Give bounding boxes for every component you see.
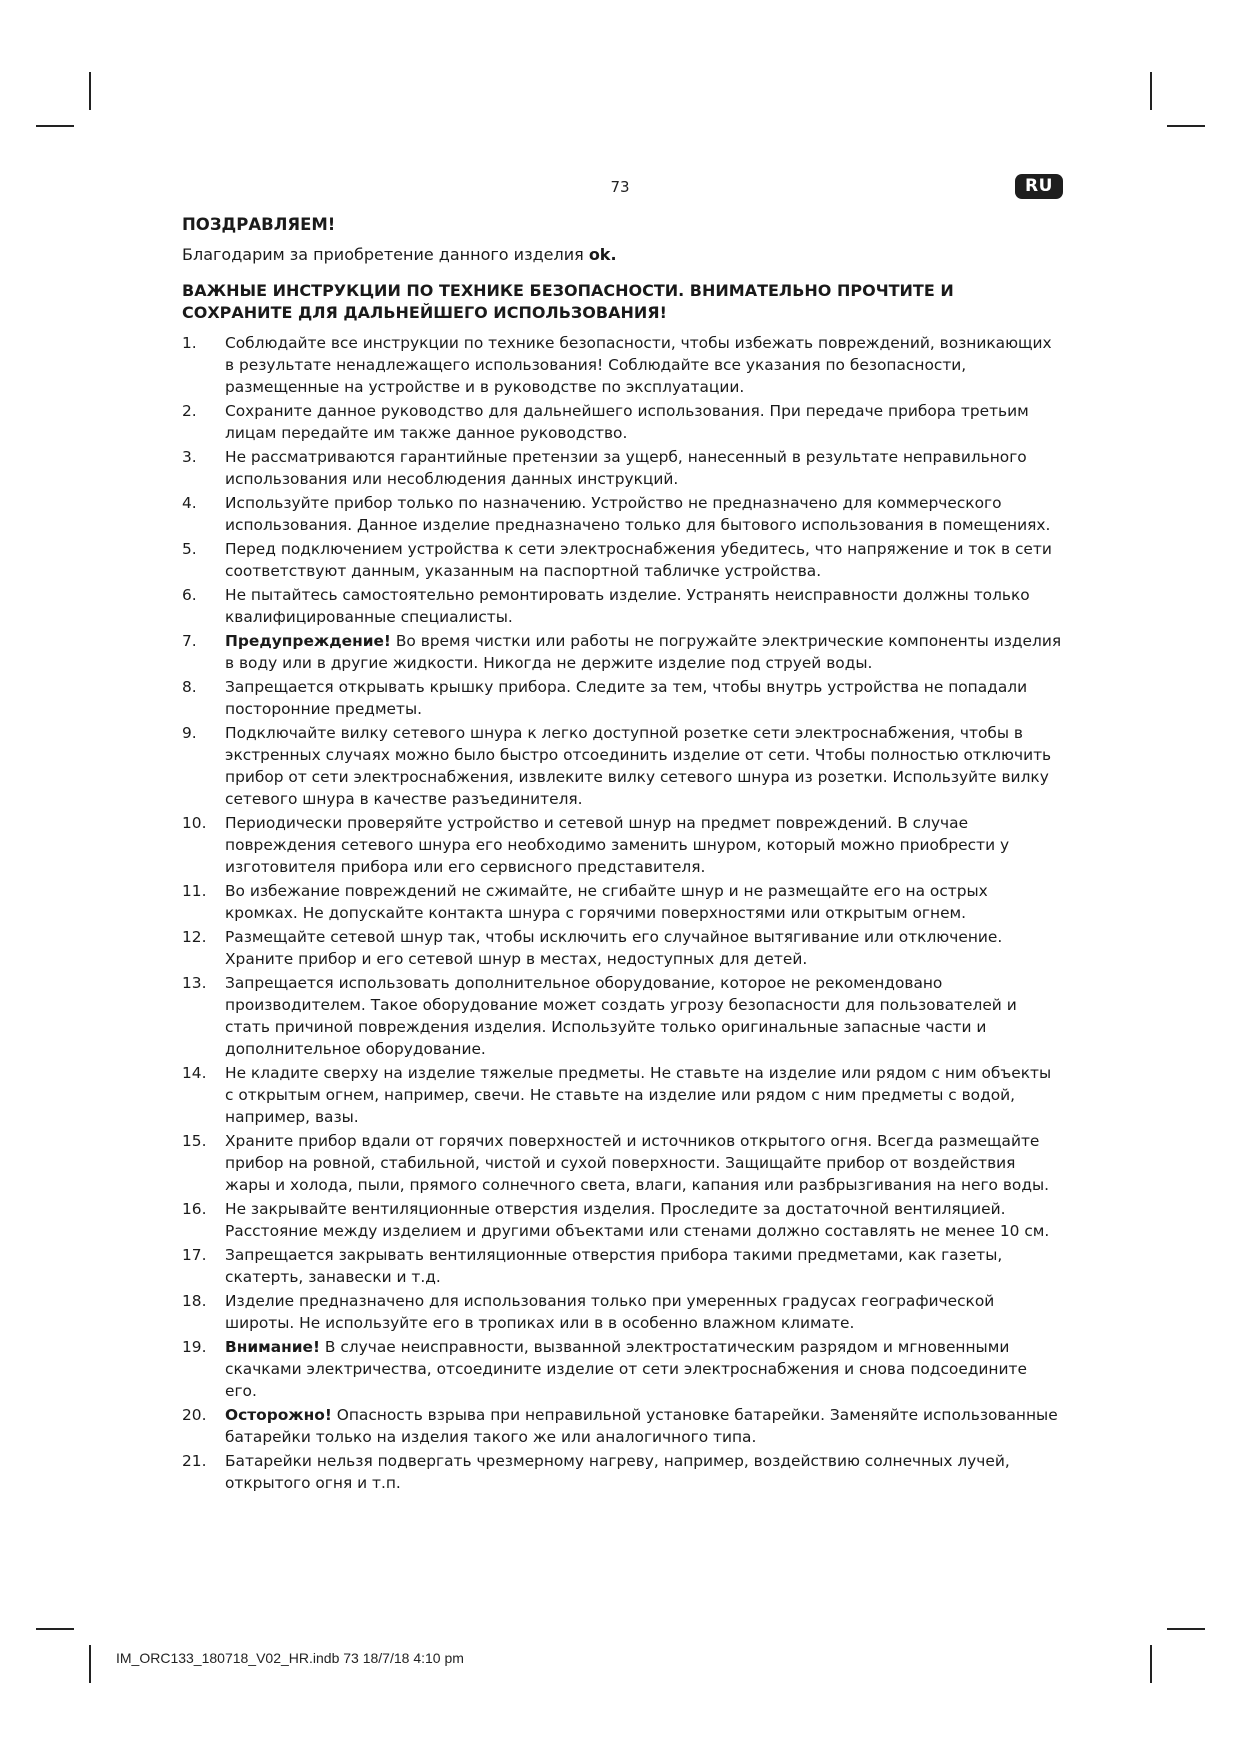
instruction-text: Храните прибор вдали от горячих поверхностей и источников открытого огня. Всегда размещайте прибор на ровной, стабильной, чистой и сухой поверхности. Защищайте прибор от воздействия жары и холода, пыли, прямого солнечного света, влаги, капания или разбрызгивания на него воды. [225,1132,1050,1194]
instruction-number: 9. [182,724,197,742]
instruction-body [225,678,1027,718]
instruction-body [225,1292,994,1332]
instruction-text: Не пытайтесь самостоятельно ремонтировать изделие. Устранять неисправности должны только квалифицированные специалисты. [225,586,1030,626]
document-body [182,214,1062,1496]
instruction-body [225,586,1030,626]
instruction-number: 20. [182,1406,207,1424]
crop-mark-top-left-vertical [89,72,91,110]
instruction-text: Размещайте сетевой шнур так, чтобы исключить его случайное вытягивание или отключение. Храните прибор и его сетевой шнур в местах, недоступных для детей. [225,928,1003,968]
instruction-text: Батарейки нельзя подвергать чрезмерному нагреву, например, воздействию солнечных лучей, открытого огня и т.п. [225,1452,1010,1492]
instruction-body [225,724,1051,808]
instruction-item [182,1290,1062,1334]
instruction-number: 14. [182,1064,207,1082]
instruction-number: 15. [182,1132,207,1150]
instruction-lead: Внимание! [225,1338,320,1356]
instruction-item [182,584,1062,628]
thanks-line [182,244,1062,266]
instruction-number: 12. [182,928,207,946]
instruction-body [225,1452,1010,1492]
congrats-heading: ПОЗДРАВЛЯЕМ! [182,215,336,234]
instruction-body [225,1338,1027,1400]
crop-mark-top-left-horizontal [36,125,74,127]
instruction-item [182,1062,1062,1128]
instruction-number: 4. [182,494,197,512]
instruction-text: Запрещается закрывать вентиляционные отверстия прибора такими предметами, как газеты, скатерть, занавески и т.д. [225,1246,1003,1286]
instruction-text: Перед подключением устройства к сети электроснабжения убедитесь, что напряжение и ток в сети соответствуют данным, указанным на паспортной табличке устройства. [225,540,1052,580]
instruction-item [182,1130,1062,1196]
instruction-body [225,1064,1051,1126]
instruction-body [225,1406,1058,1446]
instruction-body [225,632,1061,672]
instruction-text: Не кладите сверху на изделие тяжелые предметы. Не ставьте на изделие или рядом с ним объекты с открытым огнем, например, свечи. Не ставьте на изделие или рядом с ним предметы с водой, например, вазы. [225,1064,1052,1126]
instruction-number: 16. [182,1200,207,1218]
instruction-text: Соблюдайте все инструкции по технике безопасности, чтобы избежать повреждений, возникающих в результате ненадлежащего использования! Соблюдайте все указания по безопасности, размещенные на устройстве и в руководстве по эксплуатации. [225,334,1052,396]
instruction-text: Во время чистки или работы не погружайте электрические компоненты изделия в воду или в другие жидкости. Никогда не держите изделие под струей воды. [225,632,1062,672]
instruction-text: Не рассматриваются гарантийные претензии за ущерб, нанесенный в результате неправильного использования или несоблюдения данных инструкций. [225,448,1027,488]
language-badge: RU [1015,174,1063,199]
crop-mark-bottom-right-horizontal [1167,1628,1205,1630]
instruction-item [182,446,1062,490]
instruction-number: 7. [182,632,197,650]
instruction-number: 5. [182,540,197,558]
instruction-text: Подключайте вилку сетевого шнура к легко доступной розетке сети электроснабжения, чтобы в экстренных случаях можно было быстро отсоединить изделие от сети. Чтобы полностью отключить прибор от сети электроснабжения, извлеките вилку сетевого шнура из розетки. Используйте вилку сетевого шнура в качестве разъединителя. [225,724,1052,808]
instruction-item [182,332,1062,398]
crop-mark-top-right-horizontal [1167,125,1205,127]
instruction-body [225,448,1027,488]
instruction-text: Используйте прибор только по назначению. Устройство не предназначено для коммерческого использования. Данное изделие предназначено только для бытового использования в помещениях. [225,494,1051,534]
instruction-item [182,1404,1062,1448]
instruction-number: 6. [182,586,197,604]
instruction-text: Сохраните данное руководство для дальнейшего использования. При передаче прибора третьим лицам передайте им также данное руководство. [225,402,1029,442]
instruction-text: Периодически проверяйте устройство и сетевой шнур на предмет повреждений. В случае повреждения сетевого шнура его необходимо заменить шнуром, который можно приобрести у изготовителя прибора или его сервисного представителя. [225,814,1010,876]
instruction-number: 2. [182,402,197,420]
instruction-body [225,1246,1002,1286]
instruction-item [182,1244,1062,1288]
thanks-text: Благодарим за приобретение данного изделия [182,245,589,264]
instruction-text: Во избежание повреждений не сжимайте, не сгибайте шнур и не размещайте его на острых кромках. Не допускайте контакта шнура с горячими поверхностями или открытым огнем. [225,882,988,922]
instruction-item [182,492,1062,536]
footer-file-slug: IM_ORC133_180718_V02_HR.indb 73 18/7/18 4:10 pm [116,1650,464,1666]
instruction-item [182,630,1062,674]
instruction-item [182,880,1062,924]
instruction-item [182,538,1062,582]
instruction-text: В случае неисправности, вызванной электростатическим разрядом и мгновенными скачками электричества, отсоедините изделие от сети электроснабжения и снова подсоедините его. [225,1338,1027,1400]
crop-mark-bottom-left-horizontal [36,1628,74,1630]
instruction-item [182,972,1062,1060]
instruction-body [225,1200,1049,1240]
instruction-item [182,676,1062,720]
instruction-number: 19. [182,1338,207,1356]
instruction-lead: Предупреждение! [225,632,391,650]
instruction-text: Опасность взрыва при неправильной установке батарейки. Заменяйте использованные батарейки только на изделия такого же или аналогичного типа. [225,1406,1058,1446]
crop-mark-bottom-right-vertical [1150,1645,1152,1683]
instruction-number: 1. [182,334,197,352]
instruction-number: 13. [182,974,207,992]
instruction-number: 8. [182,678,197,696]
instruction-body [225,540,1052,580]
crop-mark-bottom-left-vertical [89,1645,91,1683]
instruction-item [182,926,1062,970]
instruction-body [225,928,1002,968]
safety-instructions-list [182,332,1062,1494]
instruction-number: 3. [182,448,197,466]
crop-mark-top-right-vertical [1150,72,1152,110]
instruction-body [225,494,1050,534]
instruction-item [182,1450,1062,1494]
instruction-body [225,402,1029,442]
instruction-item [182,1336,1062,1402]
brand-name: ok. [588,245,617,264]
instruction-lead: Осторожно! [225,1406,332,1424]
page-number: 73 [610,178,630,196]
instruction-number: 10. [182,814,207,832]
instruction-text: Изделие предназначено для использования только при умеренных градусах географической широты. Не используйте его в тропиках или в в особенно влажном климате. [225,1292,995,1332]
instruction-item [182,400,1062,444]
instruction-number: 11. [182,882,207,900]
instruction-text: Запрещается открывать крышку прибора. Следите за тем, чтобы внутрь устройства не попадали посторонние предметы. [225,678,1028,718]
instruction-text: Запрещается использовать дополнительное оборудование, которое не рекомендовано производителем. Такое оборудование может создать угрозу безопасности для пользователей и стать причиной повреждения изделия. Используйте только оригинальные запасные части и дополнительное оборудование. [225,974,1017,1058]
instruction-number: 18. [182,1292,207,1310]
instruction-body [225,1132,1049,1194]
instruction-body [225,814,1009,876]
safety-heading: ВАЖНЫЕ ИНСТРУКЦИИ ПО ТЕХНИКЕ БЕЗОПАСНОСТИ. ВНИМАТЕЛЬНО ПРОЧТИТЕ И СОХРАНИТЕ ДЛЯ ДАЛЬНЕЙШЕГО ИСПОЛЬЗОВАНИЯ! [182,281,954,322]
instruction-item [182,1198,1062,1242]
instruction-body [225,882,988,922]
instruction-text: Не закрывайте вентиляционные отверстия изделия. Проследите за достаточной вентиляцией. Расстояние между изделием и другими объектами или стенами должно составлять не менее 10 см. [225,1200,1050,1240]
instruction-body [225,974,1017,1058]
instruction-item [182,722,1062,810]
instruction-number: 17. [182,1246,207,1264]
instruction-body [225,334,1052,396]
instruction-number: 21. [182,1452,207,1470]
instruction-item [182,812,1062,878]
